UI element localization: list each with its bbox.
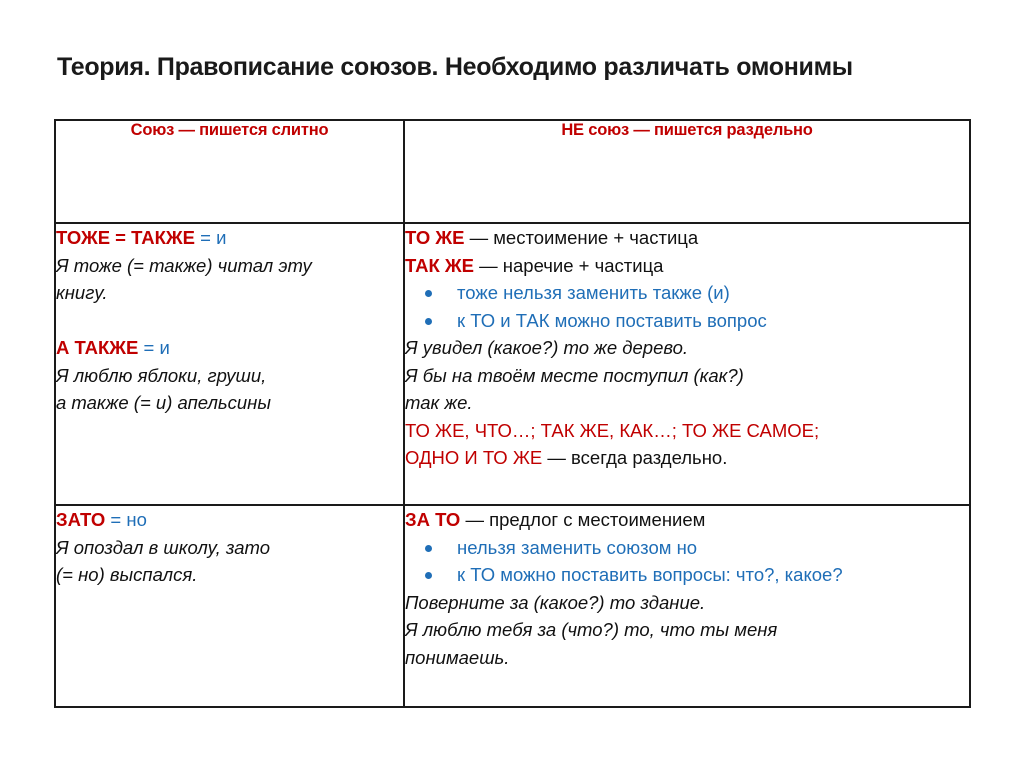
term: ТОЖЕ = ТАКЖЕ [56, 227, 195, 248]
example-line: Я люблю яблоки, груши, [56, 364, 267, 386]
table-row [55, 505, 970, 707]
bullet-item: тоже нельзя заменить также (и) [405, 279, 969, 307]
rule-line: ОДНО И ТО ЖЕ — всегда раздельно. [405, 447, 728, 468]
equivalent: = и [194, 227, 227, 248]
equivalent: = и [138, 337, 170, 358]
example-line: понимаешь. [405, 646, 510, 668]
term: ТО ЖЕ [405, 227, 465, 248]
rule-heading [56, 506, 403, 534]
definition: — наречие + частица [474, 254, 664, 276]
rule-line: ТО ЖЕ, ЧТО…; ТАК ЖЕ, КАК…; ТО ЖЕ САМОЕ; [405, 419, 820, 441]
definition-line [405, 224, 969, 252]
term: ЗАТО [56, 509, 106, 530]
bullet-item: к ТО и ТАК можно поставить вопрос [405, 307, 969, 335]
term: А ТАКЖЕ [56, 337, 139, 358]
cell-za-to [404, 505, 970, 707]
term: ЗА ТО [405, 509, 461, 530]
rule-heading [56, 224, 403, 252]
bullet-dot-icon [425, 318, 432, 325]
example-line: Поверните за (какое?) то здание. [405, 591, 706, 613]
bullet-item: к ТО можно поставить вопросы: что?, какое? [405, 561, 969, 589]
definition: — местоимение + частица [464, 227, 699, 248]
bullet-dot-icon [425, 545, 432, 552]
spacer [56, 307, 403, 335]
bullet-dot-icon [425, 290, 432, 297]
table-header-row [55, 120, 970, 223]
definition-line [405, 252, 969, 280]
bullet-dot-icon [425, 572, 432, 579]
header-merged-spelling: Союз — пишется слитно [55, 120, 404, 223]
example-line: книгу. [56, 282, 108, 303]
cell-zato [55, 505, 404, 707]
equivalent: = но [105, 509, 147, 530]
example-line: Я люблю тебя за (что?) то, что ты меня [405, 619, 778, 640]
slide-title: Теория. Правописание союзов. Необходимо различать омонимы [57, 53, 853, 81]
table-row [55, 223, 970, 505]
example-line: так же. [405, 392, 473, 413]
cell-to-zhe-tak-zhe [404, 223, 970, 505]
definition-line [405, 506, 969, 534]
example-line: Я тоже (= также) читал эту [56, 254, 312, 276]
example-line: Я увидел (какое?) то же дерево. [405, 337, 689, 358]
header-separate-spelling: НЕ союз — пишется раздельно [404, 120, 970, 223]
example-line: Я опоздал в школу, зато [56, 536, 271, 558]
example-line: а также (= и) апельсины [56, 392, 271, 413]
spelling-rules-table [54, 119, 971, 708]
bullet-item: нельзя заменить союзом но [405, 534, 969, 562]
example-line: Я бы на твоём месте поступил (как?) [405, 364, 744, 386]
cell-tozhe-takzhe [55, 223, 404, 505]
definition: — предлог с местоимением [460, 509, 706, 530]
term: ТАК ЖЕ [405, 254, 474, 276]
example-line: (= но) выспался. [56, 564, 198, 585]
rule-heading [56, 334, 403, 362]
